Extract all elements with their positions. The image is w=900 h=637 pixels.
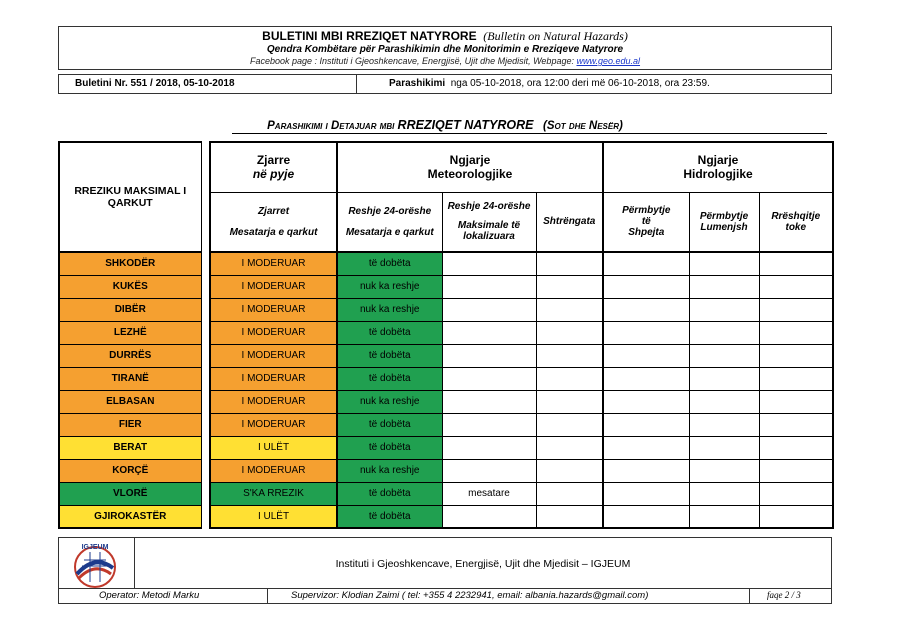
fire-risk-cell: I ULËT bbox=[210, 436, 337, 459]
igjeum-logo bbox=[70, 540, 120, 590]
table-row bbox=[59, 275, 833, 298]
gap-cell bbox=[201, 252, 210, 275]
flash-flood-cell bbox=[603, 367, 689, 390]
flash-flood-cell bbox=[603, 459, 689, 482]
gap-cell bbox=[201, 298, 210, 321]
landslide-cell bbox=[759, 505, 833, 528]
rain-max-cell bbox=[442, 344, 536, 367]
fire-risk-cell: I MODERUAR bbox=[210, 298, 337, 321]
header-river-line2: Lumenjsh bbox=[700, 221, 748, 233]
river-flood-cell bbox=[689, 436, 759, 459]
section-title-main: RREZIQET NATYRORE bbox=[397, 118, 534, 132]
storm-cell bbox=[536, 321, 603, 344]
forecast-period: nga 05-10-2018, ora 12:00 deri më 06-10-2018, ora 23:59. bbox=[450, 78, 710, 89]
landslide-cell bbox=[759, 275, 833, 298]
flash-flood-cell bbox=[603, 275, 689, 298]
river-flood-cell bbox=[689, 459, 759, 482]
header-gap bbox=[201, 142, 210, 252]
bulletin-title bbox=[59, 29, 831, 44]
header-flash-flood bbox=[603, 192, 689, 252]
gap-cell bbox=[201, 390, 210, 413]
storm-cell bbox=[536, 344, 603, 367]
rain-max-cell bbox=[442, 459, 536, 482]
flash-flood-cell bbox=[603, 436, 689, 459]
facebook-text: Facebook page : Instituti i Gjeoshkencave, Energjisë, Ujit dhe Mjedisit, Webpage: bbox=[249, 56, 574, 66]
header-rain-avg-line2: Mesatarja e qarkut bbox=[345, 226, 434, 238]
river-flood-cell bbox=[689, 413, 759, 436]
section-title bbox=[58, 118, 832, 132]
gap-cell bbox=[201, 344, 210, 367]
storm-cell bbox=[536, 459, 603, 482]
river-flood-cell bbox=[689, 482, 759, 505]
rain-max-cell bbox=[442, 413, 536, 436]
landslide-cell bbox=[759, 413, 833, 436]
region-cell: DIBËR bbox=[59, 298, 201, 321]
flash-flood-cell bbox=[603, 298, 689, 321]
landslide-cell bbox=[759, 321, 833, 344]
header-flash-line1: Përmbytje bbox=[622, 205, 671, 217]
landslide-cell bbox=[759, 436, 833, 459]
header-fire bbox=[210, 192, 337, 252]
bulletin-subtitle: Qendra Kombëtare për Parashikimin dhe Monitorimin e Rreziqeve Natyrore bbox=[266, 44, 624, 55]
fire-risk-cell: I MODERUAR bbox=[210, 367, 337, 390]
storm-cell bbox=[536, 436, 603, 459]
header-landslide bbox=[759, 192, 833, 252]
storm-cell bbox=[536, 367, 603, 390]
table-row bbox=[59, 390, 833, 413]
flash-flood-cell bbox=[603, 344, 689, 367]
section-title-prefix: Parashikimi i Detajuar mbi bbox=[267, 120, 395, 132]
footer-supervisor: Supervizor: Klodian Zaimi ( tel: +355 4 2232941, email: albania.hazards@gmail.com) bbox=[291, 590, 649, 601]
rain-max-cell bbox=[442, 436, 536, 459]
region-cell: BERAT bbox=[59, 436, 201, 459]
rain-avg-cell: të dobëta bbox=[337, 321, 442, 344]
river-flood-cell bbox=[689, 252, 759, 275]
gap-cell bbox=[201, 367, 210, 390]
rain-avg-cell: të dobëta bbox=[337, 413, 442, 436]
table-row bbox=[59, 252, 833, 275]
header-fire-group-line1: Zjarre bbox=[256, 153, 291, 168]
header-river-flood bbox=[689, 192, 759, 252]
bulletin-divider bbox=[356, 75, 357, 93]
landslide-cell bbox=[759, 252, 833, 275]
table-row bbox=[59, 344, 833, 367]
rain-avg-cell: nuk ka reshje bbox=[337, 275, 442, 298]
table-row bbox=[59, 367, 833, 390]
region-cell: KUKËS bbox=[59, 275, 201, 298]
river-flood-cell bbox=[689, 367, 759, 390]
header-hydro-line2: Hidrologjike bbox=[683, 167, 753, 182]
logo-text: IGJEUM bbox=[81, 544, 109, 551]
table-row bbox=[59, 505, 833, 528]
gap-cell bbox=[201, 321, 210, 344]
section-title-underline bbox=[232, 133, 827, 134]
rain-max-cell: mesatare bbox=[442, 482, 536, 505]
flash-flood-cell bbox=[603, 482, 689, 505]
header-rain-max-line1: Reshje 24-orëshe bbox=[447, 201, 531, 213]
facebook-line bbox=[59, 56, 831, 66]
region-cell: TIRANË bbox=[59, 367, 201, 390]
header-region-label: RREZIKU MAKSIMAL I QARKUT bbox=[74, 185, 187, 209]
region-cell: LEZHË bbox=[59, 321, 201, 344]
gap-cell bbox=[201, 413, 210, 436]
bulletin-info-row bbox=[58, 74, 832, 94]
fire-risk-cell: I MODERUAR bbox=[210, 275, 337, 298]
fire-risk-cell: I MODERUAR bbox=[210, 390, 337, 413]
rain-avg-cell: të dobëta bbox=[337, 252, 442, 275]
landslide-cell bbox=[759, 390, 833, 413]
footer-institute: Instituti i Gjeoshkencave, Energjisë, Ujit dhe Mjedisit – IGJEUM bbox=[335, 558, 631, 570]
header-hydro-line1: Ngjarje bbox=[697, 153, 739, 168]
storm-cell bbox=[536, 413, 603, 436]
rain-max-cell bbox=[442, 390, 536, 413]
river-flood-cell bbox=[689, 505, 759, 528]
gap-cell bbox=[201, 505, 210, 528]
header-fire-line2: Mesatarja e qarkut bbox=[229, 226, 318, 238]
rain-avg-cell: të dobëta bbox=[337, 344, 442, 367]
table-row bbox=[59, 482, 833, 505]
header-hydro-group bbox=[603, 142, 833, 192]
header-fire-group-line2: në pyje bbox=[252, 167, 295, 182]
header-storm bbox=[536, 192, 603, 252]
flash-flood-cell bbox=[603, 390, 689, 413]
gap-cell bbox=[201, 459, 210, 482]
rain-avg-cell: nuk ka reshje bbox=[337, 298, 442, 321]
hazard-table bbox=[58, 141, 834, 529]
region-cell: FIER bbox=[59, 413, 201, 436]
region-cell: KORÇË bbox=[59, 459, 201, 482]
fire-risk-cell: I MODERUAR bbox=[210, 413, 337, 436]
title-text: BULETINI MBI RREZIQET NATYRORE bbox=[262, 29, 477, 43]
region-cell: ELBASAN bbox=[59, 390, 201, 413]
river-flood-cell bbox=[689, 298, 759, 321]
header-landslide-line2: toke bbox=[785, 221, 807, 233]
rain-avg-cell: të dobëta bbox=[337, 482, 442, 505]
forecast-label: Parashikimi bbox=[389, 78, 446, 89]
landslide-cell bbox=[759, 482, 833, 505]
flash-flood-cell bbox=[603, 505, 689, 528]
header-storm-label: Shtrëngata bbox=[543, 216, 596, 228]
footer-page: faqe 2 / 3 bbox=[767, 590, 801, 600]
header-flash-line2: të bbox=[641, 216, 651, 228]
table-row bbox=[59, 413, 833, 436]
landslide-cell bbox=[759, 344, 833, 367]
hazard-table-body bbox=[59, 252, 833, 528]
region-cell: DURRËS bbox=[59, 344, 201, 367]
website-link[interactable]: www.geo.edu.al bbox=[576, 56, 641, 66]
storm-cell bbox=[536, 390, 603, 413]
storm-cell bbox=[536, 298, 603, 321]
rain-max-cell bbox=[442, 252, 536, 275]
header-rain-avg-line1: Reshje 24-orëshe bbox=[348, 205, 432, 217]
fire-risk-cell: I MODERUAR bbox=[210, 252, 337, 275]
header-fire-line1: Zjarret bbox=[257, 205, 290, 217]
header-flash-line3: Shpejta bbox=[628, 227, 665, 239]
rain-avg-cell: të dobëta bbox=[337, 367, 442, 390]
bulletin-header bbox=[58, 26, 832, 70]
flash-flood-cell bbox=[603, 252, 689, 275]
table-row bbox=[59, 321, 833, 344]
gap-cell bbox=[201, 482, 210, 505]
header-region bbox=[59, 142, 201, 252]
fire-risk-cell: I MODERUAR bbox=[210, 321, 337, 344]
gap-cell bbox=[201, 436, 210, 459]
table-row bbox=[59, 459, 833, 482]
region-cell: VLORË bbox=[59, 482, 201, 505]
rain-max-cell bbox=[442, 367, 536, 390]
header-fire-group bbox=[210, 142, 337, 192]
table-row bbox=[59, 436, 833, 459]
flash-flood-cell bbox=[603, 321, 689, 344]
rain-avg-cell: të dobëta bbox=[337, 436, 442, 459]
header-rain-max-line2: Maksimale të lokalizuara bbox=[457, 220, 521, 243]
rain-avg-cell: të dobëta bbox=[337, 505, 442, 528]
fire-risk-cell: I MODERUAR bbox=[210, 459, 337, 482]
river-flood-cell bbox=[689, 344, 759, 367]
region-cell: GJIROKASTËR bbox=[59, 505, 201, 528]
header-rain-max bbox=[442, 192, 536, 252]
river-flood-cell bbox=[689, 390, 759, 413]
footer-credits bbox=[58, 589, 832, 604]
rain-max-cell bbox=[442, 275, 536, 298]
rain-avg-cell: nuk ka reshje bbox=[337, 459, 442, 482]
landslide-cell bbox=[759, 298, 833, 321]
region-cell: SHKODËR bbox=[59, 252, 201, 275]
fire-risk-cell: S'KA RREZIK bbox=[210, 482, 337, 505]
fire-risk-cell: I MODERUAR bbox=[210, 344, 337, 367]
rain-max-cell bbox=[442, 298, 536, 321]
storm-cell bbox=[536, 505, 603, 528]
header-meteo-line1: Ngjarje bbox=[449, 153, 491, 168]
header-river-line1: Përmbytje bbox=[699, 210, 749, 222]
footer-box bbox=[58, 537, 832, 589]
section-title-suffix: (Sot dhe Nesër) bbox=[543, 120, 623, 132]
rain-avg-cell: nuk ka reshje bbox=[337, 390, 442, 413]
header-landslide-line1: Rrëshqitje bbox=[771, 210, 821, 222]
table-row bbox=[59, 298, 833, 321]
storm-cell bbox=[536, 275, 603, 298]
bulletin-number: Buletini Nr. 551 / 2018, 05-10-2018 bbox=[75, 78, 235, 89]
credits-divider-2 bbox=[749, 589, 750, 603]
credits-divider-1 bbox=[267, 589, 268, 603]
river-flood-cell bbox=[689, 321, 759, 344]
storm-cell bbox=[536, 482, 603, 505]
storm-cell bbox=[536, 252, 603, 275]
flash-flood-cell bbox=[603, 413, 689, 436]
gap-cell bbox=[201, 275, 210, 298]
forecast-period-line bbox=[389, 78, 710, 89]
river-flood-cell bbox=[689, 275, 759, 298]
title-english: (Bulletin on Natural Hazards) bbox=[483, 29, 628, 43]
landslide-cell bbox=[759, 367, 833, 390]
header-meteo-group bbox=[337, 142, 603, 192]
landslide-cell bbox=[759, 459, 833, 482]
rain-max-cell bbox=[442, 505, 536, 528]
rain-max-cell bbox=[442, 321, 536, 344]
header-meteo-line2: Meteorologjike bbox=[427, 167, 513, 182]
header-rain-avg bbox=[337, 192, 442, 252]
fire-risk-cell: I ULËT bbox=[210, 505, 337, 528]
footer-operator: Operator: Metodi Marku bbox=[99, 590, 200, 601]
